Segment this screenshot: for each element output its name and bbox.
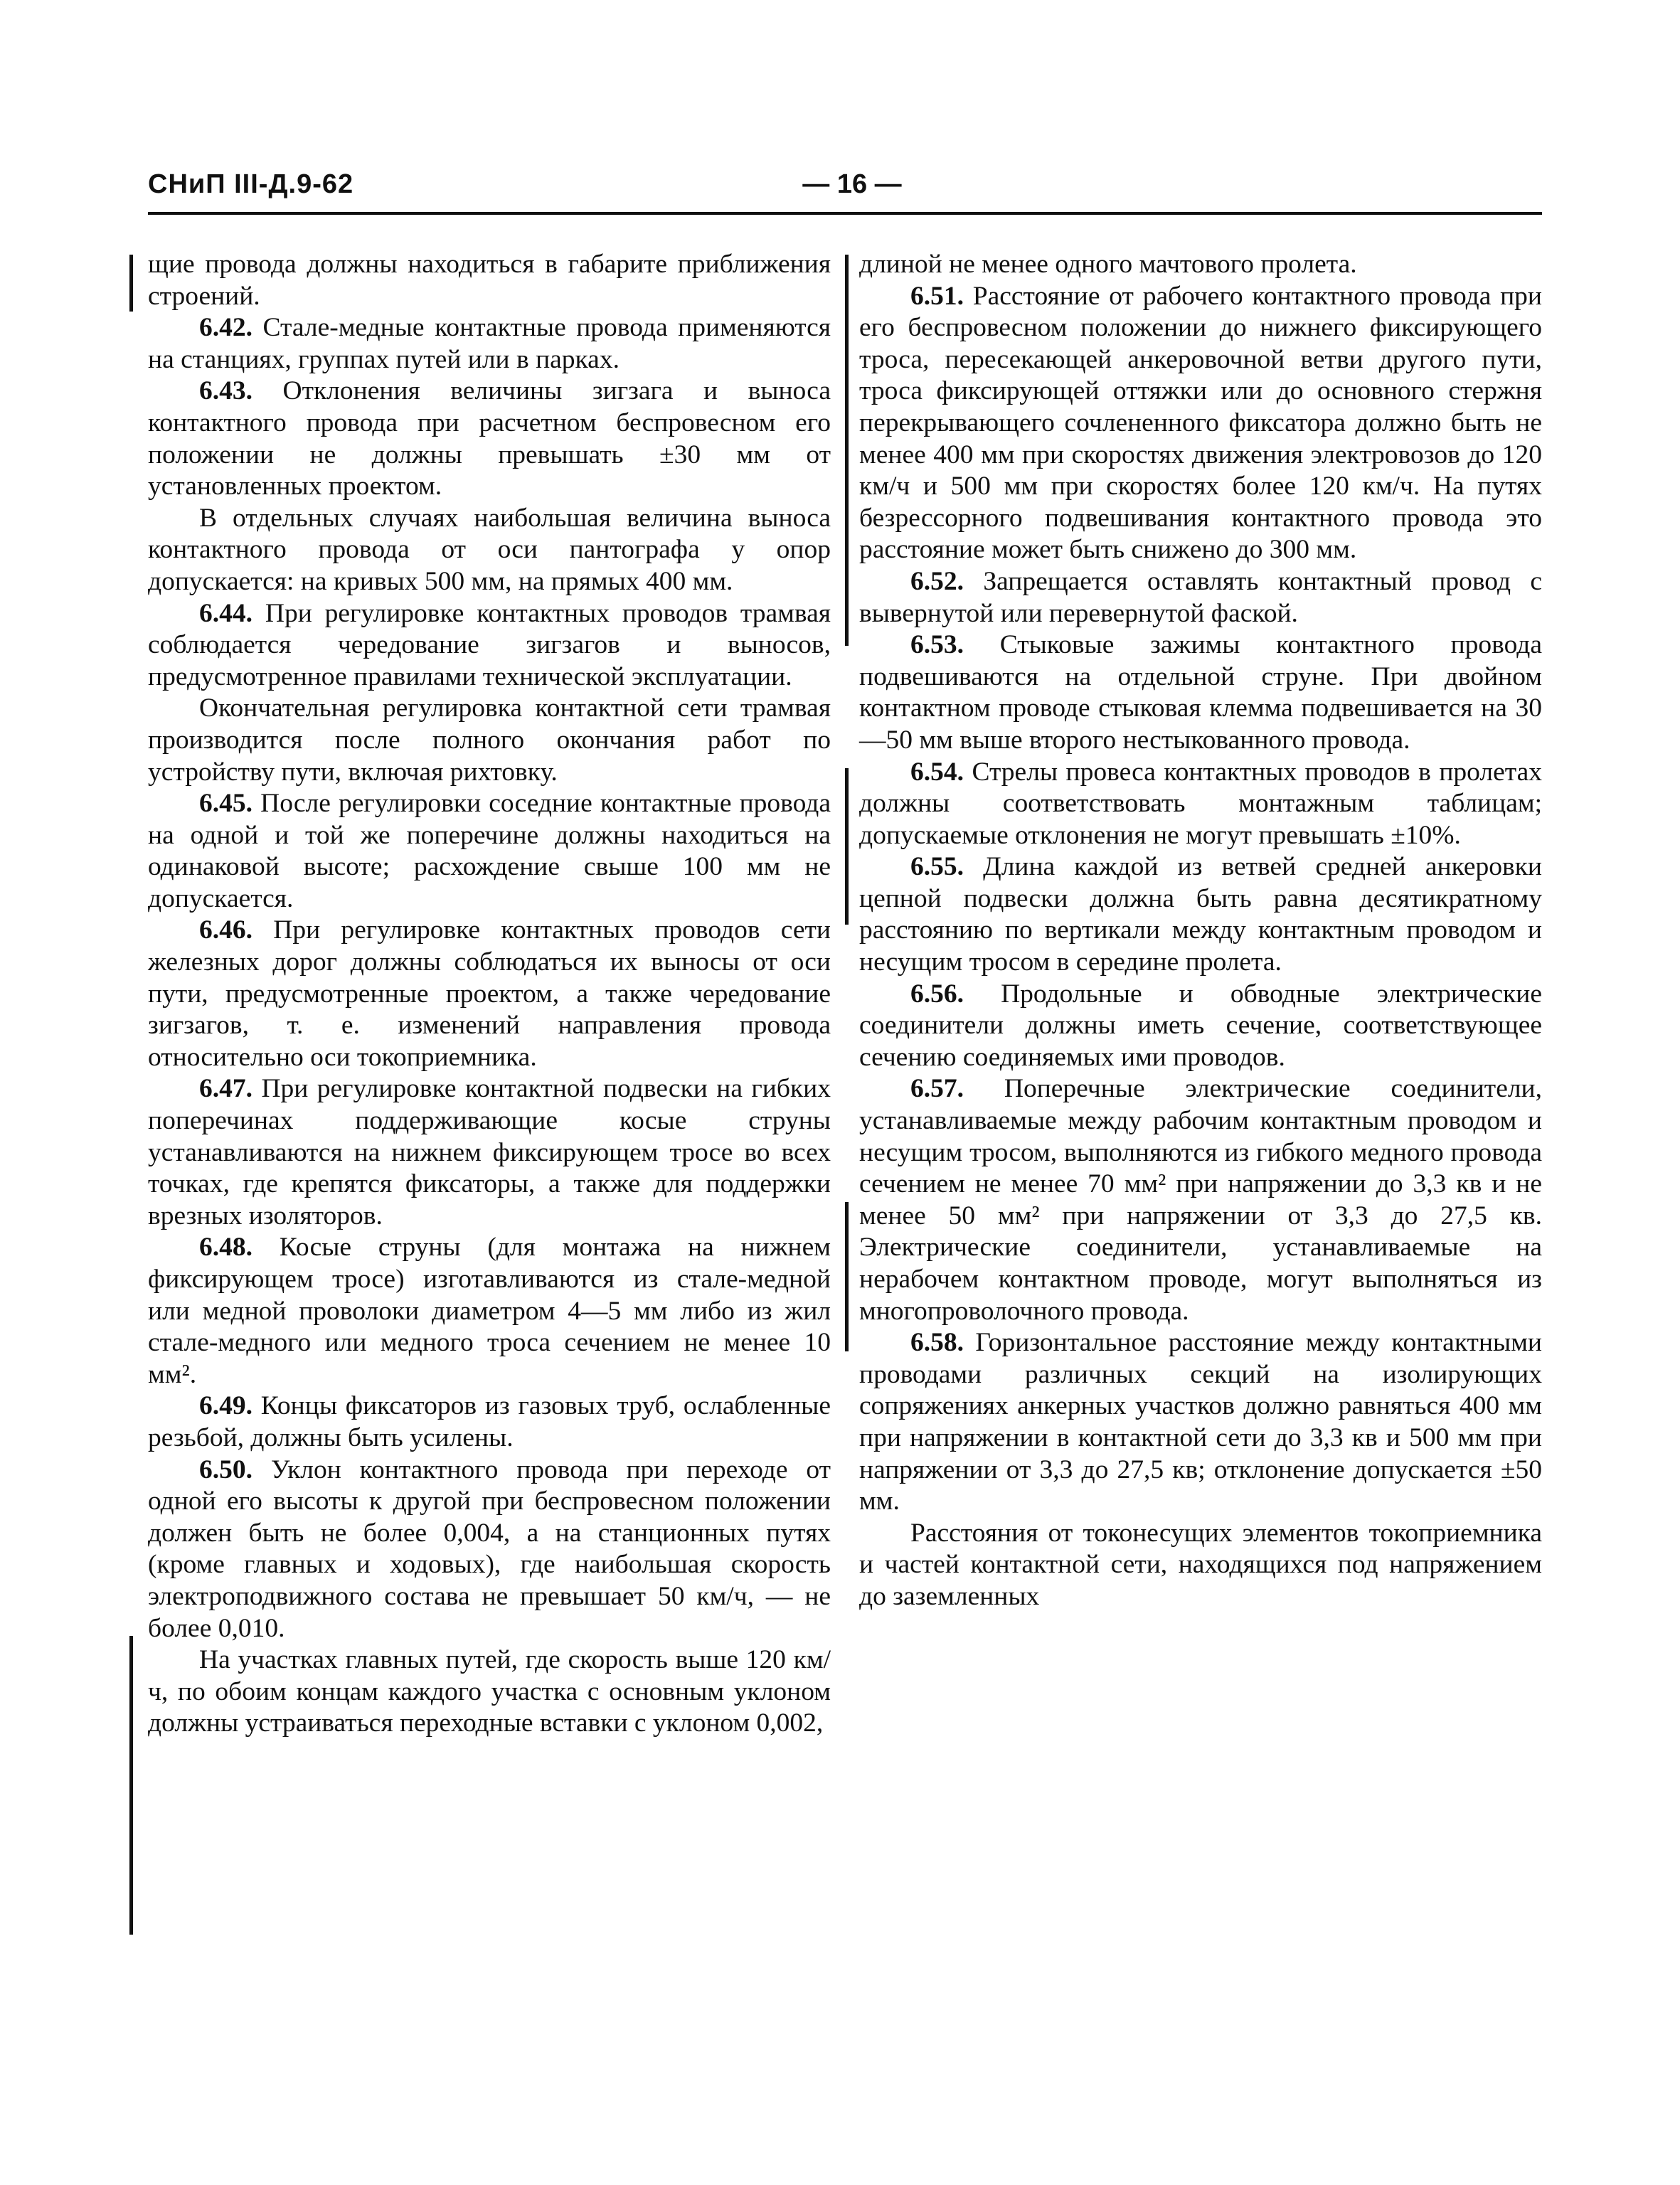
paragraph bbox=[148, 1644, 831, 1740]
header-rule bbox=[148, 212, 1542, 215]
paragraph bbox=[148, 376, 831, 502]
paragraph bbox=[148, 1073, 831, 1232]
clause-number: 6.53. bbox=[910, 630, 964, 660]
clause-number: 6.44. bbox=[199, 598, 252, 628]
paragraph bbox=[148, 1391, 831, 1454]
paragraph-text: Поперечные электрические соединители, устанавливаемые между рабочим контактным проводом и несущим тросом, выполняются из гибкого медного провода сечением не менее 70 мм² при напряжении до 3,3 кв и не менее 50 мм² при напряжении от 3,3 до 27,5 кв. Электрические соединители, устанавливаемые на нерабочем контактном проводе, могут выполняться из многопроволочного провода. bbox=[859, 1074, 1542, 1326]
paragraph-text: длиной не менее одного мачтового пролета. bbox=[859, 250, 1357, 279]
clause-number: 6.56. bbox=[910, 979, 964, 1009]
paragraph bbox=[859, 629, 1542, 756]
page-number: — 16 — bbox=[802, 169, 902, 199]
paragraph bbox=[148, 312, 831, 376]
paragraph bbox=[859, 1327, 1542, 1518]
paragraph bbox=[148, 249, 831, 312]
paragraph-text: Уклон контактного провода при переходе от одной его высоты к другой при беспровесном положении должен быть не более 0,004, а на станционных путях (кроме главных и ходовых), где наибольшая скорость электроподвижного состава не превышает 50 км/ч, — не более 0,010. bbox=[148, 1455, 831, 1643]
paragraph-text: щие провода должны находиться в габарите приближения строений. bbox=[148, 250, 831, 311]
clause-number: 6.47. bbox=[199, 1074, 252, 1104]
paragraph-text: Продольные и обводные электрические соединители должны иметь сечение, соответствующее сечению соединяемых ими проводов. bbox=[859, 979, 1542, 1072]
paragraph-text: Косые струны (для монтажа на нижнем фиксирующем тросе) изготавливаются из стале-медной или медной проволоки диаметром 4—5 мм либо из жил стале-медного или медного троса сечением не менее 10 мм². bbox=[148, 1233, 831, 1389]
paragraph bbox=[148, 915, 831, 1073]
paragraph-text: На участках главных путей, где скорость выше 120 км/ч, по обоим концам каждого участка с основным уклоном должны устраиваться переходные вставки с уклоном 0,002, bbox=[148, 1645, 831, 1738]
clause-number: 6.55. bbox=[910, 852, 964, 882]
clause-number: 6.49. bbox=[199, 1391, 252, 1421]
clause-number: 6.50. bbox=[199, 1455, 252, 1484]
clause-number: 6.58. bbox=[910, 1328, 964, 1358]
paragraph-text: Окончательная регулировка контактной сети трамвая производится после полного окончания работ по устройству пути, включая рихтовку. bbox=[148, 693, 831, 787]
clause-number: 6.48. bbox=[199, 1233, 252, 1262]
paragraph bbox=[859, 1518, 1542, 1613]
clause-number: 6.45. bbox=[199, 789, 252, 819]
paragraph bbox=[148, 598, 831, 693]
clause-number: 6.52. bbox=[910, 566, 964, 596]
paragraph bbox=[859, 851, 1542, 978]
paragraph-text: После регулировки соседние контактные провода на одной и той же поперечине должны находиться на одинаковой высоте; расхождение свыше 100 мм не допускается. bbox=[148, 789, 831, 913]
running-head: СНиП III-Д.9-62 bbox=[148, 169, 354, 199]
clause-number: 6.57. bbox=[910, 1074, 964, 1104]
page-header bbox=[148, 169, 1542, 209]
paragraph bbox=[859, 281, 1542, 566]
margin-bar bbox=[129, 255, 133, 312]
paragraph bbox=[859, 979, 1542, 1074]
paragraph-text: Расстояния от токонесущих элементов токоприемника и частей контактной сети, находящихся под напряжением до заземленных bbox=[859, 1518, 1542, 1611]
paragraph-text: При регулировке контактных проводов сети железных дорог должны соблюдаться их выносы от оси пути, предусмотренные проектом, а также чередование зигзагов, т. е. изменений направления провода относительно оси токоприемника. bbox=[148, 915, 831, 1072]
paragraph-text: Запрещается оставлять контактный провод с вывернутой или перевернутой фаской. bbox=[859, 566, 1543, 628]
paragraph-text: При регулировке контактной подвески на гибких поперечинах поддерживающие косые струны устанавливаются на нижнем фиксирующем тросе во всех точках, где крепятся фиксаторы, а также для поддержки врезных изоляторов. bbox=[148, 1074, 831, 1230]
paragraph bbox=[148, 788, 831, 915]
paragraph bbox=[148, 693, 831, 788]
paragraph bbox=[859, 1073, 1542, 1327]
paragraph-text: В отдельных случаях наибольшая величина выноса контактного провода от оси пантографа у опор допускается: на кривых 500 мм, на прямых 400 мм. bbox=[148, 503, 831, 596]
paragraph-text: Стыковые зажимы контактного провода подвешиваются на отдельной струне. При двойном контактном проводе стыковая клемма подвешивается на 30—50 мм выше второго нестыкованного провода. bbox=[859, 630, 1542, 755]
paragraph-text: Стале-медные контактные провода применяются на станциях, группах путей или в парках. bbox=[148, 313, 831, 374]
paragraph-text: Горизонтальное расстояние между контактными проводами различных секций на изолирующих сопряжениях анкерных участков должно равняться 400 мм при напряжении в контактной сети до 3,3 кв и 500 мм при напряжении от 3,3 до 27,5 кв; отклонение допускается ±50 мм. bbox=[859, 1328, 1543, 1516]
paragraph bbox=[148, 1455, 831, 1645]
clause-number: 6.54. bbox=[910, 757, 964, 787]
paragraph bbox=[859, 757, 1542, 852]
paragraph-text: Длина каждой из ветвей средней анкеровки цепной подвески должна быть равна десятикратному расстоянию по вертикали между контактным проводом и несущим тросом в середине пролета. bbox=[859, 852, 1543, 977]
paragraph-text: При регулировке контактных проводов трамвая соблюдается чередование зигзагов и выносов, предусмотренное правилами технической эксплуатации. bbox=[148, 598, 831, 691]
paragraph-text: Расстояние от рабочего контактного провода при его беспровесном положении до нижнего фиксирующего троса, пересекающей анкеровочной ветви другого пути, троса фиксирующей оттяжки или до основного стержня перекрывающего сочлененного фиксатора должно быть не менее 400 мм при скоростях движения электровозов до 120 км/ч и 500 мм при скоростях более 120 км/ч. На путях безрессорного подвешивания контактного провода это расстояние может быть снижено до 300 мм. bbox=[859, 281, 1542, 565]
margin-bar bbox=[845, 255, 849, 646]
paragraph bbox=[148, 1232, 831, 1391]
margin-bar bbox=[845, 1202, 849, 1351]
clause-number: 6.43. bbox=[199, 376, 252, 406]
paragraph bbox=[859, 566, 1542, 629]
right-column bbox=[859, 249, 1542, 1613]
paragraph-text: Отклонения величины зигзага и выноса контактного провода при расчетном беспровесном его положении не должны превышать ±30 мм от установленных проектом. bbox=[148, 376, 831, 501]
margin-bar bbox=[845, 768, 849, 925]
paragraph bbox=[148, 503, 831, 598]
margin-bar bbox=[129, 1636, 133, 1935]
paragraph-text: Концы фиксаторов из газовых труб, ослабленные резьбой, должны быть усилены. bbox=[148, 1391, 831, 1452]
paragraph bbox=[859, 249, 1542, 281]
left-column bbox=[148, 249, 831, 1740]
paragraph-text: Стрелы провеса контактных проводов в пролетах должны соответствовать монтажным таблицам; допускаемые отклонения не могут превышать ±10%. bbox=[859, 757, 1542, 850]
clause-number: 6.51. bbox=[910, 281, 964, 311]
clause-number: 6.42. bbox=[199, 313, 252, 343]
clause-number: 6.46. bbox=[199, 915, 252, 945]
